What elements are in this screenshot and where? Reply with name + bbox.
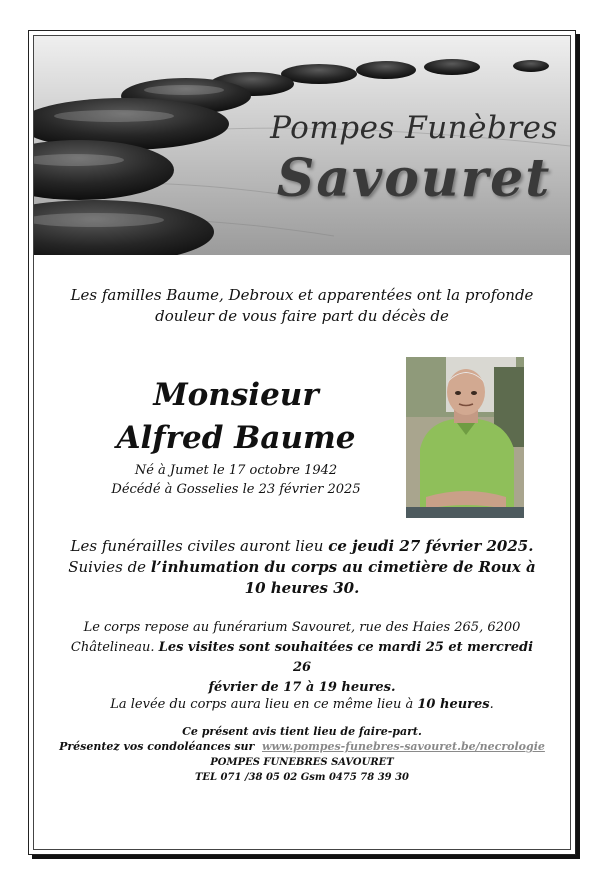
notice-line: Ce présent avis tient lieu de faire-part. (182, 725, 422, 738)
necrology-link[interactable]: www.pompes-funebres-savouret.be/necrologie (262, 740, 545, 753)
intro-line-2: douleur de vous faire part du décès de (155, 307, 449, 325)
burial-info: l’inhumation du corps au cimetière de Roux à (150, 558, 536, 576)
contact-phone: TEL 071 /38 05 02 Gsm 0475 78 39 30 (194, 772, 410, 783)
deceased-civility: Monsieur (153, 377, 319, 413)
header-banner (34, 36, 570, 255)
brand-line-1: Pompes Funèbres (270, 110, 558, 146)
funeral-text-2: Suivies de (68, 558, 151, 576)
birth-info: Né à Jumet le 17 octobre 1942 (134, 463, 338, 478)
levee-text: La levée du corps aura lieu en ce même lieu à (110, 697, 418, 712)
intro-paragraph (60, 285, 544, 327)
condolences-text: Présentez vos condoléances sur (59, 740, 255, 753)
visits-hours: février de 17 à 19 heures. (208, 680, 396, 695)
company-name: POMPES FUNEBRES SAVOURET (210, 757, 394, 768)
visits-info: Les visites sont souhaitées ce mardi 25 et mercredi 26 (158, 640, 534, 675)
funeral-text-1: Les funérailles civiles auront lieu (70, 537, 329, 555)
burial-time: 10 heures 30. (244, 579, 360, 597)
brand-line-2: Savouret (276, 148, 552, 209)
death-info: Décédé à Gosselies le 23 février 2025 (111, 482, 361, 497)
intro-line-1: Les familles Baume, Debroux et apparentées ont la profonde (70, 286, 534, 304)
levee-paragraph (60, 695, 544, 715)
portrait-photo (406, 357, 524, 518)
repose-line-1: Le corps repose au funérarium Savouret, rue des Haies 265, 6200 (83, 620, 521, 635)
deceased-name: Alfred Baume (116, 420, 356, 456)
levee-end: . (489, 697, 494, 712)
repose-line-2: Châtelineau. (70, 640, 159, 655)
frame-shadow-bottom (32, 855, 580, 859)
levee-time: 10 heures (417, 697, 490, 712)
funeral-paragraph (50, 536, 554, 599)
condolences-line (40, 739, 564, 754)
repose-paragraph (60, 618, 544, 698)
funeral-date: ce jeudi 27 février 2025. (328, 537, 534, 555)
frame-shadow-right (576, 34, 580, 859)
